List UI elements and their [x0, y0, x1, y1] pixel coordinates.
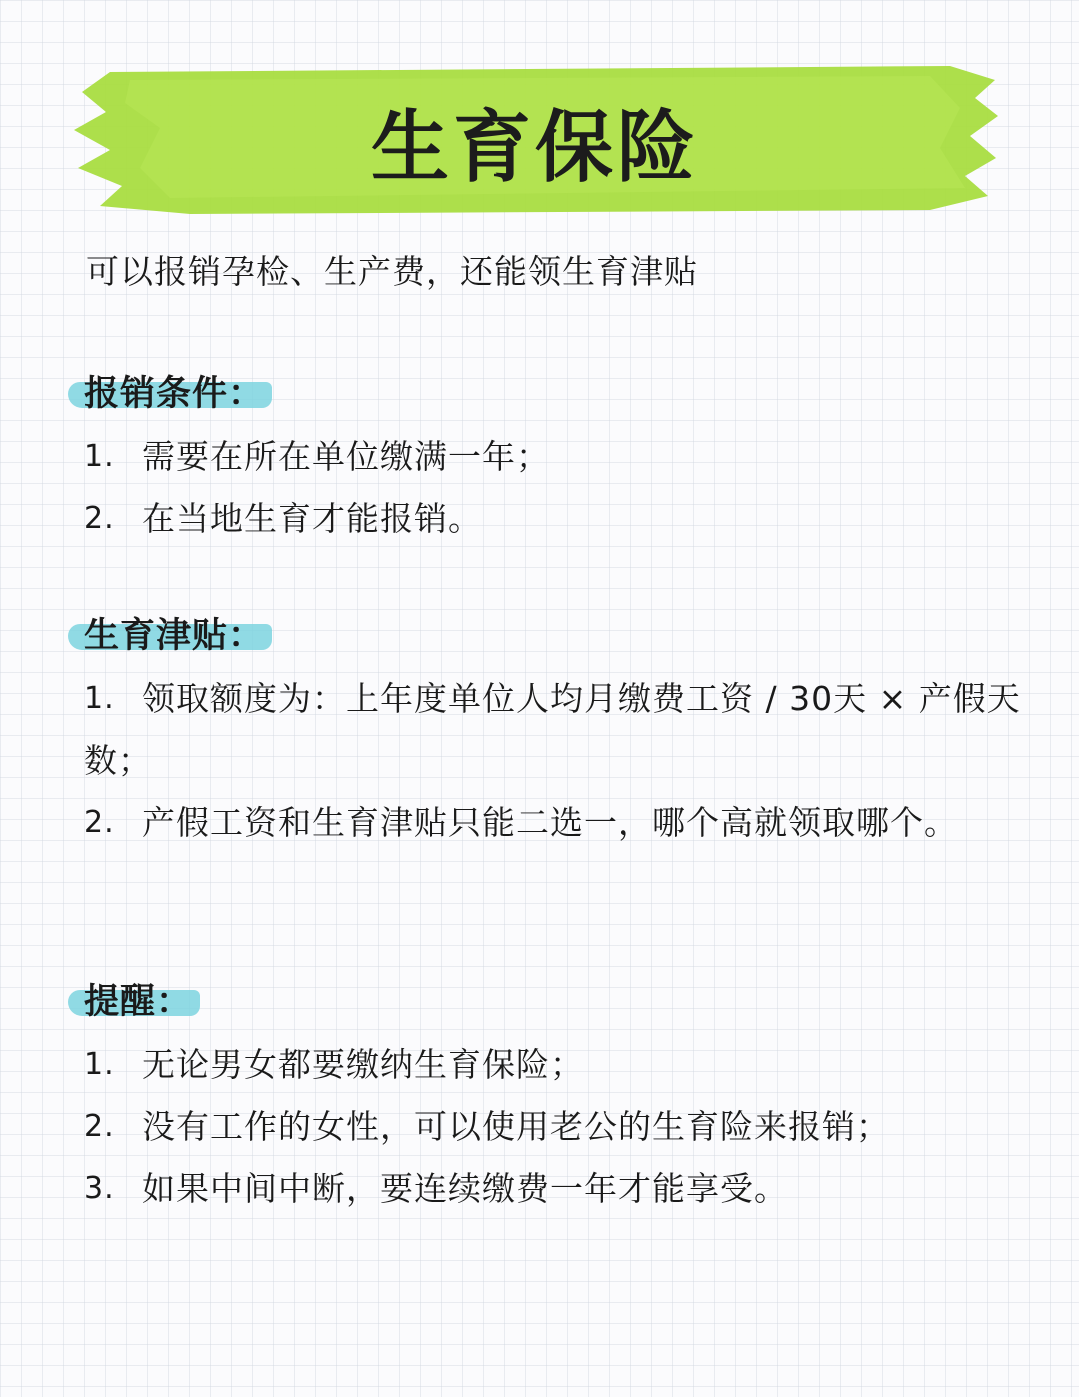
list-item-number: 2.	[84, 1109, 115, 1144]
list-item-text: 需要在所在单位缴满一年；	[142, 437, 550, 476]
intro-text: 可以报销孕检、生产费，还能领生育津贴	[86, 252, 698, 291]
list-item-number: 2.	[84, 501, 115, 536]
list-item	[84, 792, 1039, 854]
list-item-number: 1.	[84, 1047, 115, 1082]
maternity-allowance-list	[84, 668, 1039, 854]
list-item	[84, 1096, 1039, 1158]
section-heading-label: 生育津贴：	[84, 616, 265, 656]
title-banner	[70, 58, 1000, 218]
list-item	[84, 426, 1039, 488]
list-item	[84, 668, 1039, 792]
section-heading-allowance	[62, 614, 272, 658]
list-item-number: 1.	[84, 439, 115, 474]
list-item-number: 1.	[84, 681, 115, 716]
list-item-text: 没有工作的女性，可以使用老公的生育险来报销；	[142, 1107, 890, 1146]
list-item-number: 3.	[84, 1171, 115, 1206]
list-item-text: 如果中间中断，要连续缴费一年才能享受。	[142, 1169, 788, 1208]
list-item-text: 在当地生育才能报销。	[142, 499, 482, 538]
list-item	[84, 1034, 1039, 1096]
page-title: 生育保险	[370, 102, 699, 193]
section-heading-label: 报销条件：	[84, 374, 265, 414]
list-item	[84, 488, 1039, 550]
list-item-text: 领取额度为：上年度单位人均月缴费工资 / 30天 × 产假天数；	[84, 679, 1021, 780]
section-heading-reimbursement	[62, 372, 272, 416]
list-item	[84, 1158, 1039, 1220]
section-heading-reminder	[62, 980, 200, 1024]
reminder-list	[84, 1034, 1039, 1220]
reimbursement-conditions-list	[84, 426, 1039, 550]
section-heading-label: 提醒：	[84, 982, 193, 1022]
list-item-text: 无论男女都要缴纳生育保险；	[142, 1045, 584, 1084]
list-item-text: 产假工资和生育津贴只能二选一，哪个高就领取哪个。	[142, 803, 958, 842]
list-item-number: 2.	[84, 805, 115, 840]
